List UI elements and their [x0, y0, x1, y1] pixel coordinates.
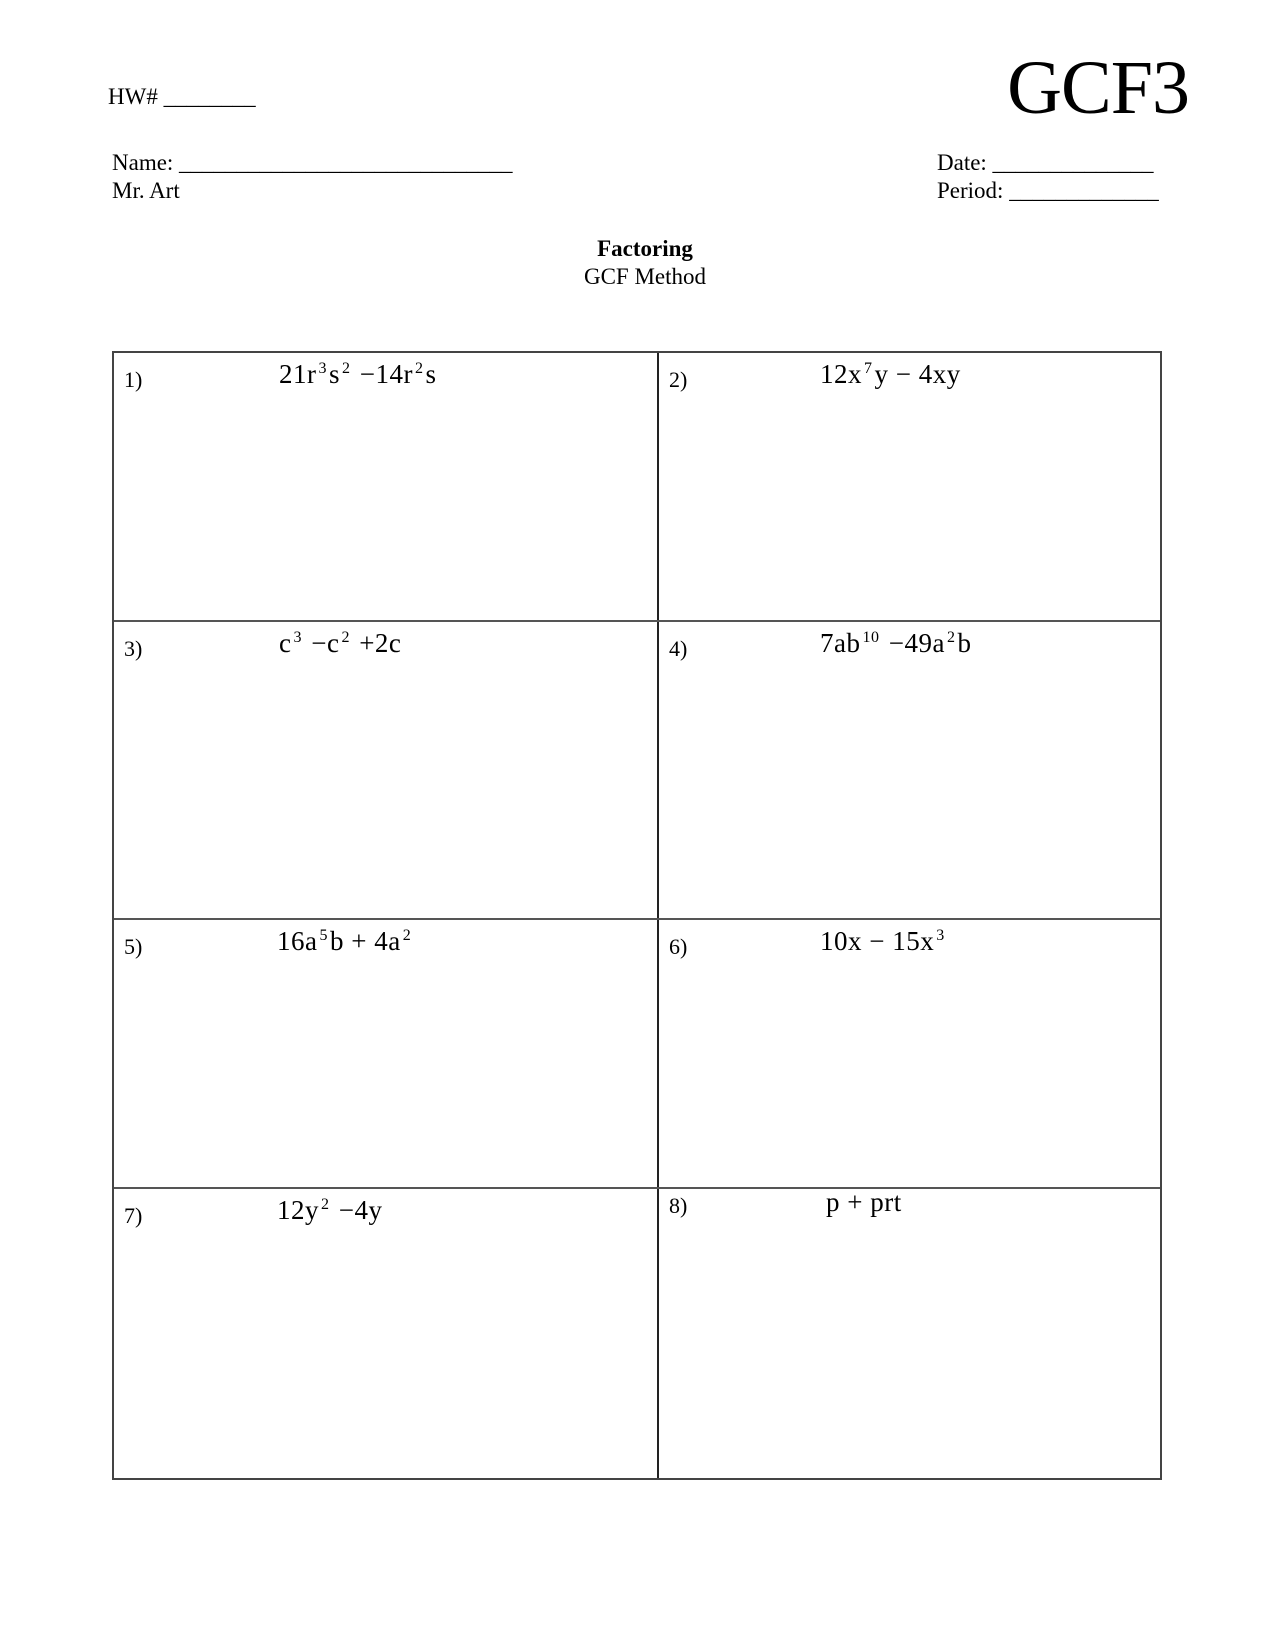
problem-expression: c $^3$ −c $^2$ +2c	[279, 628, 402, 658]
problem-cell-2[interactable]	[659, 353, 1162, 620]
exponent: 10	[862, 629, 880, 646]
problem-number: 8)	[669, 1193, 688, 1218]
title-main: Factoring	[597, 236, 693, 261]
problem-number: 6)	[669, 934, 688, 959]
exponent: 2	[402, 927, 412, 944]
problem-number: 7)	[124, 1203, 143, 1228]
name-field[interactable]: Name: _____________________________	[112, 150, 513, 175]
problem-cell-8[interactable]	[659, 1189, 1162, 1480]
problem-grid	[112, 351, 1162, 1480]
exponent: 3	[293, 629, 302, 646]
homework-number-field[interactable]: HW# ________	[108, 84, 256, 109]
title-subtitle: GCF Method	[583, 264, 707, 289]
exponent: 2	[341, 629, 350, 646]
period-field[interactable]: Period: _____________	[937, 178, 1159, 203]
problem-cell-3[interactable]	[114, 622, 657, 918]
exponent: 3	[318, 360, 327, 377]
problem-cell-4[interactable]	[659, 622, 1162, 918]
problem-number: 4)	[669, 636, 688, 661]
teacher-name: Mr. Art	[112, 178, 180, 203]
exponent: 2	[946, 629, 956, 646]
exponent: 3	[936, 927, 945, 944]
worksheet-title	[0, 235, 1275, 291]
exponent: 2	[414, 360, 424, 377]
problem-number: 5)	[124, 934, 143, 959]
problem-cell-1[interactable]	[114, 353, 657, 620]
problem-expression: p + prt	[826, 1187, 902, 1217]
problem-number: 1)	[124, 367, 143, 392]
exponent: 7	[864, 360, 873, 377]
problem-cell-5[interactable]	[114, 920, 657, 1187]
problem-number: 3)	[124, 636, 143, 661]
problem-expression: 12x $^7$y − 4xy	[820, 359, 961, 389]
worksheet-code: GCF3	[1007, 46, 1189, 130]
problem-expression: 16a $^5$b + 4a $^2$	[277, 926, 412, 956]
exponent: 2	[342, 360, 351, 377]
date-field[interactable]: Date: ______________	[937, 150, 1154, 175]
exponent: 2	[321, 1196, 330, 1213]
problem-expression: 10x − 15x $^3$	[820, 926, 945, 956]
problem-cell-6[interactable]	[659, 920, 1162, 1187]
problem-expression: 12y $^2$ −4y	[277, 1195, 383, 1225]
problem-number: 2)	[669, 367, 688, 392]
problem-cell-7[interactable]	[114, 1189, 657, 1480]
exponent: 5	[319, 927, 328, 944]
problem-expression: 7ab $^{10}$ −49a $^2$b	[820, 628, 972, 658]
problem-expression: 21r $^3$s $^2$ −14r $^2$s	[279, 359, 437, 389]
